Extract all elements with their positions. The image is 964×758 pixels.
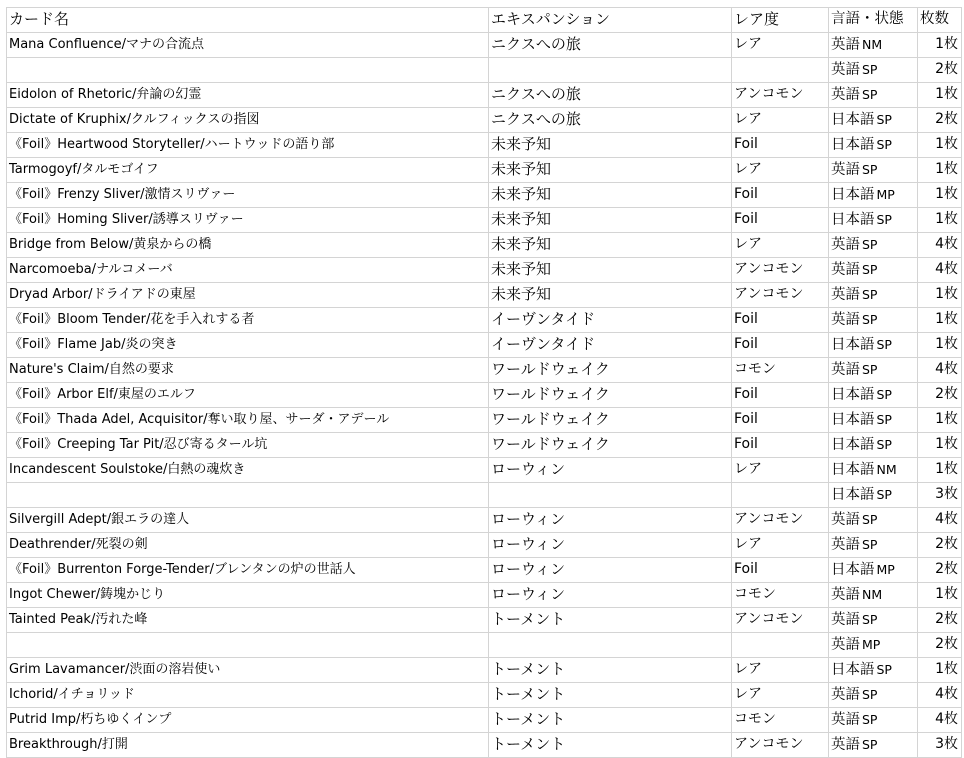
quantity-cell[interactable]: 4枚 xyxy=(918,357,962,382)
quantity-cell[interactable]: 1枚 xyxy=(918,157,962,182)
grade-text: SP xyxy=(876,386,892,402)
grade-text: SP xyxy=(862,536,878,552)
rarity-cell[interactable]: コモン xyxy=(732,707,829,732)
quantity-cell[interactable]: 1枚 xyxy=(918,207,962,232)
grade-text: SP xyxy=(862,511,878,527)
card-name-cell[interactable]: Dictate of Kruphix/クルフィックスの指図 xyxy=(7,107,489,132)
card-name-cell[interactable] xyxy=(7,57,489,82)
expansion-cell[interactable]: 未来予知 xyxy=(489,182,732,207)
rarity-cell[interactable]: レア xyxy=(732,682,829,707)
condition-cell[interactable] xyxy=(829,582,918,607)
card-name-cell[interactable]: Breakthrough/打開 xyxy=(7,732,489,757)
card-name-cell[interactable] xyxy=(7,482,489,507)
language-text: 日本語 xyxy=(831,561,875,578)
rarity-cell[interactable]: レア xyxy=(732,457,829,482)
card-name-cell[interactable]: Silvergill Adept/銀エラの達人 xyxy=(7,507,489,532)
language-text: 日本語 xyxy=(831,436,875,453)
rarity-cell[interactable]: レア xyxy=(732,32,829,57)
card-name-cell[interactable]: Tarmogoyf/タルモゴイフ xyxy=(7,157,489,182)
rarity-cell[interactable]: Foil xyxy=(732,332,829,357)
condition-cell[interactable] xyxy=(829,232,918,257)
quantity-cell[interactable]: 1枚 xyxy=(918,82,962,107)
quantity-cell[interactable]: 1枚 xyxy=(918,282,962,307)
condition-cell[interactable] xyxy=(829,407,918,432)
quantity-cell[interactable]: 2枚 xyxy=(918,532,962,557)
quantity-cell[interactable]: 4枚 xyxy=(918,507,962,532)
grade-text: SP xyxy=(876,336,892,352)
card-name-cell[interactable]: Tainted Peak/汚れた峰 xyxy=(7,607,489,632)
rarity-cell[interactable]: アンコモン xyxy=(732,607,829,632)
quantity-cell[interactable]: 1枚 xyxy=(918,182,962,207)
language-text: 英語 xyxy=(831,736,860,753)
condition-cell[interactable] xyxy=(829,207,918,232)
quantity-cell[interactable]: 1枚 xyxy=(918,132,962,157)
condition-cell[interactable] xyxy=(829,632,918,657)
condition-cell[interactable] xyxy=(829,57,918,82)
expansion-cell[interactable]: トーメント xyxy=(489,682,732,707)
expansion-cell[interactable] xyxy=(489,57,732,82)
language-text: 日本語 xyxy=(831,111,875,128)
table-row xyxy=(7,657,962,682)
grade-text: SP xyxy=(862,261,878,277)
rarity-cell[interactable]: レア xyxy=(732,157,829,182)
grade-text: SP xyxy=(862,286,878,302)
rarity-cell[interactable] xyxy=(732,482,829,507)
grade-text: SP xyxy=(862,311,878,327)
condition-cell[interactable] xyxy=(829,307,918,332)
card-name-cell[interactable]: 《Foil》Heartwood Storyteller/ハートウッドの語り部 xyxy=(7,132,489,157)
grade-text: NM xyxy=(862,586,883,602)
table-row xyxy=(7,557,962,582)
card-inventory-table xyxy=(6,7,962,758)
expansion-cell[interactable]: ローウィン xyxy=(489,582,732,607)
condition-cell[interactable] xyxy=(829,182,918,207)
language-text: 英語 xyxy=(831,611,860,628)
condition-cell[interactable] xyxy=(829,557,918,582)
quantity-cell[interactable]: 1枚 xyxy=(918,457,962,482)
quantity-cell[interactable]: 1枚 xyxy=(918,657,962,682)
header-row xyxy=(7,8,962,33)
language-text: 英語 xyxy=(831,286,860,303)
language-text: 英語 xyxy=(831,236,860,253)
condition-cell[interactable] xyxy=(829,707,918,732)
card-name-cell[interactable]: 《Foil》Bloom Tender/花を手入れする者 xyxy=(7,307,489,332)
language-text: 英語 xyxy=(831,161,860,178)
quantity-cell[interactable]: 2枚 xyxy=(918,632,962,657)
expansion-cell[interactable]: 未来予知 xyxy=(489,232,732,257)
quantity-cell[interactable]: 4枚 xyxy=(918,257,962,282)
expansion-cell[interactable]: ワールドウェイク xyxy=(489,432,732,457)
condition-cell[interactable] xyxy=(829,132,918,157)
language-text: 日本語 xyxy=(831,661,875,678)
grade-text: SP xyxy=(862,711,878,727)
condition-cell[interactable] xyxy=(829,482,918,507)
condition-cell[interactable] xyxy=(829,607,918,632)
card-name-cell[interactable]: Bridge from Below/黄泉からの橋 xyxy=(7,232,489,257)
quantity-cell[interactable]: 1枚 xyxy=(918,582,962,607)
expansion-cell[interactable]: ローウィン xyxy=(489,457,732,482)
table-row xyxy=(7,307,962,332)
quantity-cell[interactable]: 4枚 xyxy=(918,682,962,707)
quantity-cell[interactable]: 4枚 xyxy=(918,232,962,257)
expansion-cell[interactable]: トーメント xyxy=(489,607,732,632)
grade-text: MP xyxy=(862,636,881,652)
table-row xyxy=(7,232,962,257)
expansion-cell[interactable]: 未来予知 xyxy=(489,157,732,182)
table-row xyxy=(7,707,962,732)
condition-cell[interactable] xyxy=(829,657,918,682)
rarity-cell[interactable]: レア xyxy=(732,657,829,682)
quantity-cell[interactable]: 4枚 xyxy=(918,707,962,732)
card-name-cell[interactable] xyxy=(7,632,489,657)
grade-text: SP xyxy=(876,661,892,677)
table-row xyxy=(7,482,962,507)
card-name-cell[interactable]: Deathrender/死裂の剣 xyxy=(7,532,489,557)
grade-text: MP xyxy=(876,561,895,577)
condition-cell[interactable] xyxy=(829,282,918,307)
card-name-cell[interactable]: 《Foil》Homing Sliver/誘導スリヴァー xyxy=(7,207,489,232)
quantity-cell[interactable]: 1枚 xyxy=(918,407,962,432)
condition-cell[interactable] xyxy=(829,432,918,457)
table-row xyxy=(7,607,962,632)
expansion-cell[interactable]: ニクスへの旅 xyxy=(489,82,732,107)
grade-text: MP xyxy=(876,186,895,202)
quantity-cell[interactable]: 1枚 xyxy=(918,432,962,457)
quantity-cell[interactable]: 1枚 xyxy=(918,32,962,57)
grade-text: SP xyxy=(862,736,878,752)
language-text: 英語 xyxy=(831,311,860,328)
rarity-cell[interactable] xyxy=(732,632,829,657)
expansion-cell[interactable]: 未来予知 xyxy=(489,132,732,157)
table-row xyxy=(7,457,962,482)
table-row xyxy=(7,32,962,57)
expansion-cell[interactable] xyxy=(489,632,732,657)
language-text: 英語 xyxy=(831,61,860,78)
expansion-cell[interactable]: ワールドウェイク xyxy=(489,407,732,432)
grade-text: SP xyxy=(876,436,892,452)
rarity-cell[interactable]: Foil xyxy=(732,407,829,432)
condition-cell[interactable] xyxy=(829,732,918,757)
condition-cell[interactable] xyxy=(829,32,918,57)
grade-text: SP xyxy=(862,86,878,102)
condition-cell[interactable] xyxy=(829,107,918,132)
header-rarity[interactable]: レア度 xyxy=(732,8,829,33)
rarity-cell[interactable]: コモン xyxy=(732,357,829,382)
language-text: 英語 xyxy=(831,86,860,103)
card-name-cell[interactable]: Putrid Imp/朽ちゆくインプ xyxy=(7,707,489,732)
grade-text: SP xyxy=(862,686,878,702)
condition-cell[interactable] xyxy=(829,82,918,107)
card-name-cell[interactable]: Eidolon of Rhetoric/弁論の幻霊 xyxy=(7,82,489,107)
card-name-cell[interactable]: Ichorid/イチョリッド xyxy=(7,682,489,707)
rarity-cell[interactable]: レア xyxy=(732,532,829,557)
language-text: 日本語 xyxy=(831,211,875,228)
rarity-cell[interactable]: Foil xyxy=(732,307,829,332)
condition-cell[interactable] xyxy=(829,332,918,357)
rarity-cell[interactable]: アンコモン xyxy=(732,732,829,757)
grade-text: SP xyxy=(876,211,892,227)
card-name-cell[interactable]: 《Foil》Burrenton Forge-Tender/ブレンタンの炉の世話人 xyxy=(7,557,489,582)
rarity-cell[interactable]: Foil xyxy=(732,182,829,207)
card-name-cell[interactable]: 《Foil》Thada Adel, Acquisitor/奪い取り屋、サーダ・アデール xyxy=(7,407,489,432)
grade-text: SP xyxy=(876,411,892,427)
table-row xyxy=(7,407,962,432)
language-text: 英語 xyxy=(831,636,860,653)
condition-cell[interactable] xyxy=(829,157,918,182)
language-text: 日本語 xyxy=(831,411,875,428)
table-row xyxy=(7,532,962,557)
expansion-cell[interactable] xyxy=(489,482,732,507)
card-name-cell[interactable]: 《Foil》Frenzy Sliver/激情スリヴァー xyxy=(7,182,489,207)
grade-text: SP xyxy=(862,611,878,627)
table-row xyxy=(7,282,962,307)
language-text: 英語 xyxy=(831,261,860,278)
table-row xyxy=(7,332,962,357)
quantity-cell[interactable]: 2枚 xyxy=(918,57,962,82)
header-quantity[interactable]: 枚数 xyxy=(918,8,962,33)
language-text: 英語 xyxy=(831,686,860,703)
language-text: 日本語 xyxy=(831,186,875,203)
table-row xyxy=(7,207,962,232)
card-name-cell[interactable]: 《Foil》Arbor Elf/東屋のエルフ xyxy=(7,382,489,407)
quantity-cell[interactable]: 1枚 xyxy=(918,332,962,357)
expansion-cell[interactable]: 未来予知 xyxy=(489,282,732,307)
language-text: 日本語 xyxy=(831,336,875,353)
expansion-cell[interactable]: トーメント xyxy=(489,657,732,682)
grade-text: SP xyxy=(876,486,892,502)
rarity-cell[interactable]: アンコモン xyxy=(732,82,829,107)
quantity-cell[interactable]: 2枚 xyxy=(918,607,962,632)
table-row xyxy=(7,107,962,132)
header-condition[interactable]: 言語・状態 xyxy=(829,8,918,33)
expansion-cell[interactable]: ワールドウェイク xyxy=(489,382,732,407)
table-row xyxy=(7,732,962,757)
card-name-cell[interactable]: 《Foil》Creeping Tar Pit/忍び寄るタール坑 xyxy=(7,432,489,457)
expansion-cell[interactable]: 未来予知 xyxy=(489,257,732,282)
grade-text: NM xyxy=(862,36,883,52)
language-text: 英語 xyxy=(831,511,860,528)
rarity-cell[interactable]: レア xyxy=(732,107,829,132)
grade-text: SP xyxy=(862,361,878,377)
rarity-cell[interactable]: Foil xyxy=(732,132,829,157)
expansion-cell[interactable]: 未来予知 xyxy=(489,207,732,232)
language-text: 日本語 xyxy=(831,386,875,403)
table-row xyxy=(7,682,962,707)
header-card-name[interactable]: カード名 xyxy=(7,8,489,33)
card-name-cell[interactable]: Ingot Chewer/鋳塊かじり xyxy=(7,582,489,607)
rarity-cell[interactable]: Foil xyxy=(732,432,829,457)
table-row xyxy=(7,357,962,382)
table-row xyxy=(7,182,962,207)
card-name-cell[interactable]: Incandescent Soulstoke/白熱の魂炊き xyxy=(7,457,489,482)
table-row xyxy=(7,632,962,657)
table-row xyxy=(7,432,962,457)
table-row xyxy=(7,132,962,157)
language-text: 日本語 xyxy=(831,486,875,503)
card-name-cell[interactable]: Nature's Claim/自然の要求 xyxy=(7,357,489,382)
expansion-cell[interactable]: トーメント xyxy=(489,732,732,757)
language-text: 日本語 xyxy=(831,461,875,478)
expansion-cell[interactable]: ニクスへの旅 xyxy=(489,32,732,57)
language-text: 英語 xyxy=(831,36,860,53)
table-row xyxy=(7,257,962,282)
rarity-cell[interactable]: アンコモン xyxy=(732,282,829,307)
rarity-cell[interactable]: レア xyxy=(732,232,829,257)
condition-cell[interactable] xyxy=(829,507,918,532)
table-row xyxy=(7,82,962,107)
quantity-cell[interactable]: 3枚 xyxy=(918,482,962,507)
quantity-cell[interactable]: 2枚 xyxy=(918,382,962,407)
card-name-cell[interactable]: Narcomoeba/ナルコメーバ xyxy=(7,257,489,282)
table-row xyxy=(7,382,962,407)
rarity-cell[interactable]: Foil xyxy=(732,382,829,407)
expansion-cell[interactable]: ワールドウェイク xyxy=(489,357,732,382)
table-row xyxy=(7,57,962,82)
card-name-cell[interactable]: 《Foil》Flame Jab/炎の突き xyxy=(7,332,489,357)
grade-text: NM xyxy=(876,461,897,477)
rarity-cell[interactable]: アンコモン xyxy=(732,257,829,282)
expansion-cell[interactable]: ローウィン xyxy=(489,507,732,532)
grade-text: SP xyxy=(862,61,878,77)
card-name-cell[interactable]: Grim Lavamancer/渋面の溶岩使い xyxy=(7,657,489,682)
grade-text: SP xyxy=(862,161,878,177)
expansion-cell[interactable]: ニクスへの旅 xyxy=(489,107,732,132)
condition-cell[interactable] xyxy=(829,682,918,707)
quantity-cell[interactable]: 2枚 xyxy=(918,107,962,132)
expansion-cell[interactable]: イーヴンタイド xyxy=(489,332,732,357)
language-text: 英語 xyxy=(831,586,860,603)
language-text: 英語 xyxy=(831,711,860,728)
language-text: 英語 xyxy=(831,361,860,378)
language-text: 英語 xyxy=(831,536,860,553)
language-text: 日本語 xyxy=(831,136,875,153)
expansion-cell[interactable]: ローウィン xyxy=(489,557,732,582)
quantity-cell[interactable]: 3枚 xyxy=(918,732,962,757)
expansion-cell[interactable]: トーメント xyxy=(489,707,732,732)
condition-cell[interactable] xyxy=(829,257,918,282)
card-name-cell[interactable]: Dryad Arbor/ドライアドの東屋 xyxy=(7,282,489,307)
grade-text: SP xyxy=(862,236,878,252)
expansion-cell[interactable]: ローウィン xyxy=(489,532,732,557)
table-row xyxy=(7,157,962,182)
grade-text: SP xyxy=(876,111,892,127)
rarity-cell[interactable]: コモン xyxy=(732,582,829,607)
condition-cell[interactable] xyxy=(829,357,918,382)
table-row xyxy=(7,507,962,532)
rarity-cell[interactable]: Foil xyxy=(732,207,829,232)
header-expansion[interactable]: エキスパンション xyxy=(489,8,732,33)
rarity-cell[interactable]: アンコモン xyxy=(732,507,829,532)
quantity-cell[interactable]: 1枚 xyxy=(918,307,962,332)
condition-cell[interactable] xyxy=(829,532,918,557)
condition-cell[interactable] xyxy=(829,457,918,482)
card-name-cell[interactable]: Mana Confluence/マナの合流点 xyxy=(7,32,489,57)
table-row xyxy=(7,582,962,607)
grade-text: SP xyxy=(876,136,892,152)
rarity-cell[interactable] xyxy=(732,57,829,82)
condition-cell[interactable] xyxy=(829,382,918,407)
quantity-cell[interactable]: 2枚 xyxy=(918,557,962,582)
rarity-cell[interactable]: Foil xyxy=(732,557,829,582)
expansion-cell[interactable]: イーヴンタイド xyxy=(489,307,732,332)
